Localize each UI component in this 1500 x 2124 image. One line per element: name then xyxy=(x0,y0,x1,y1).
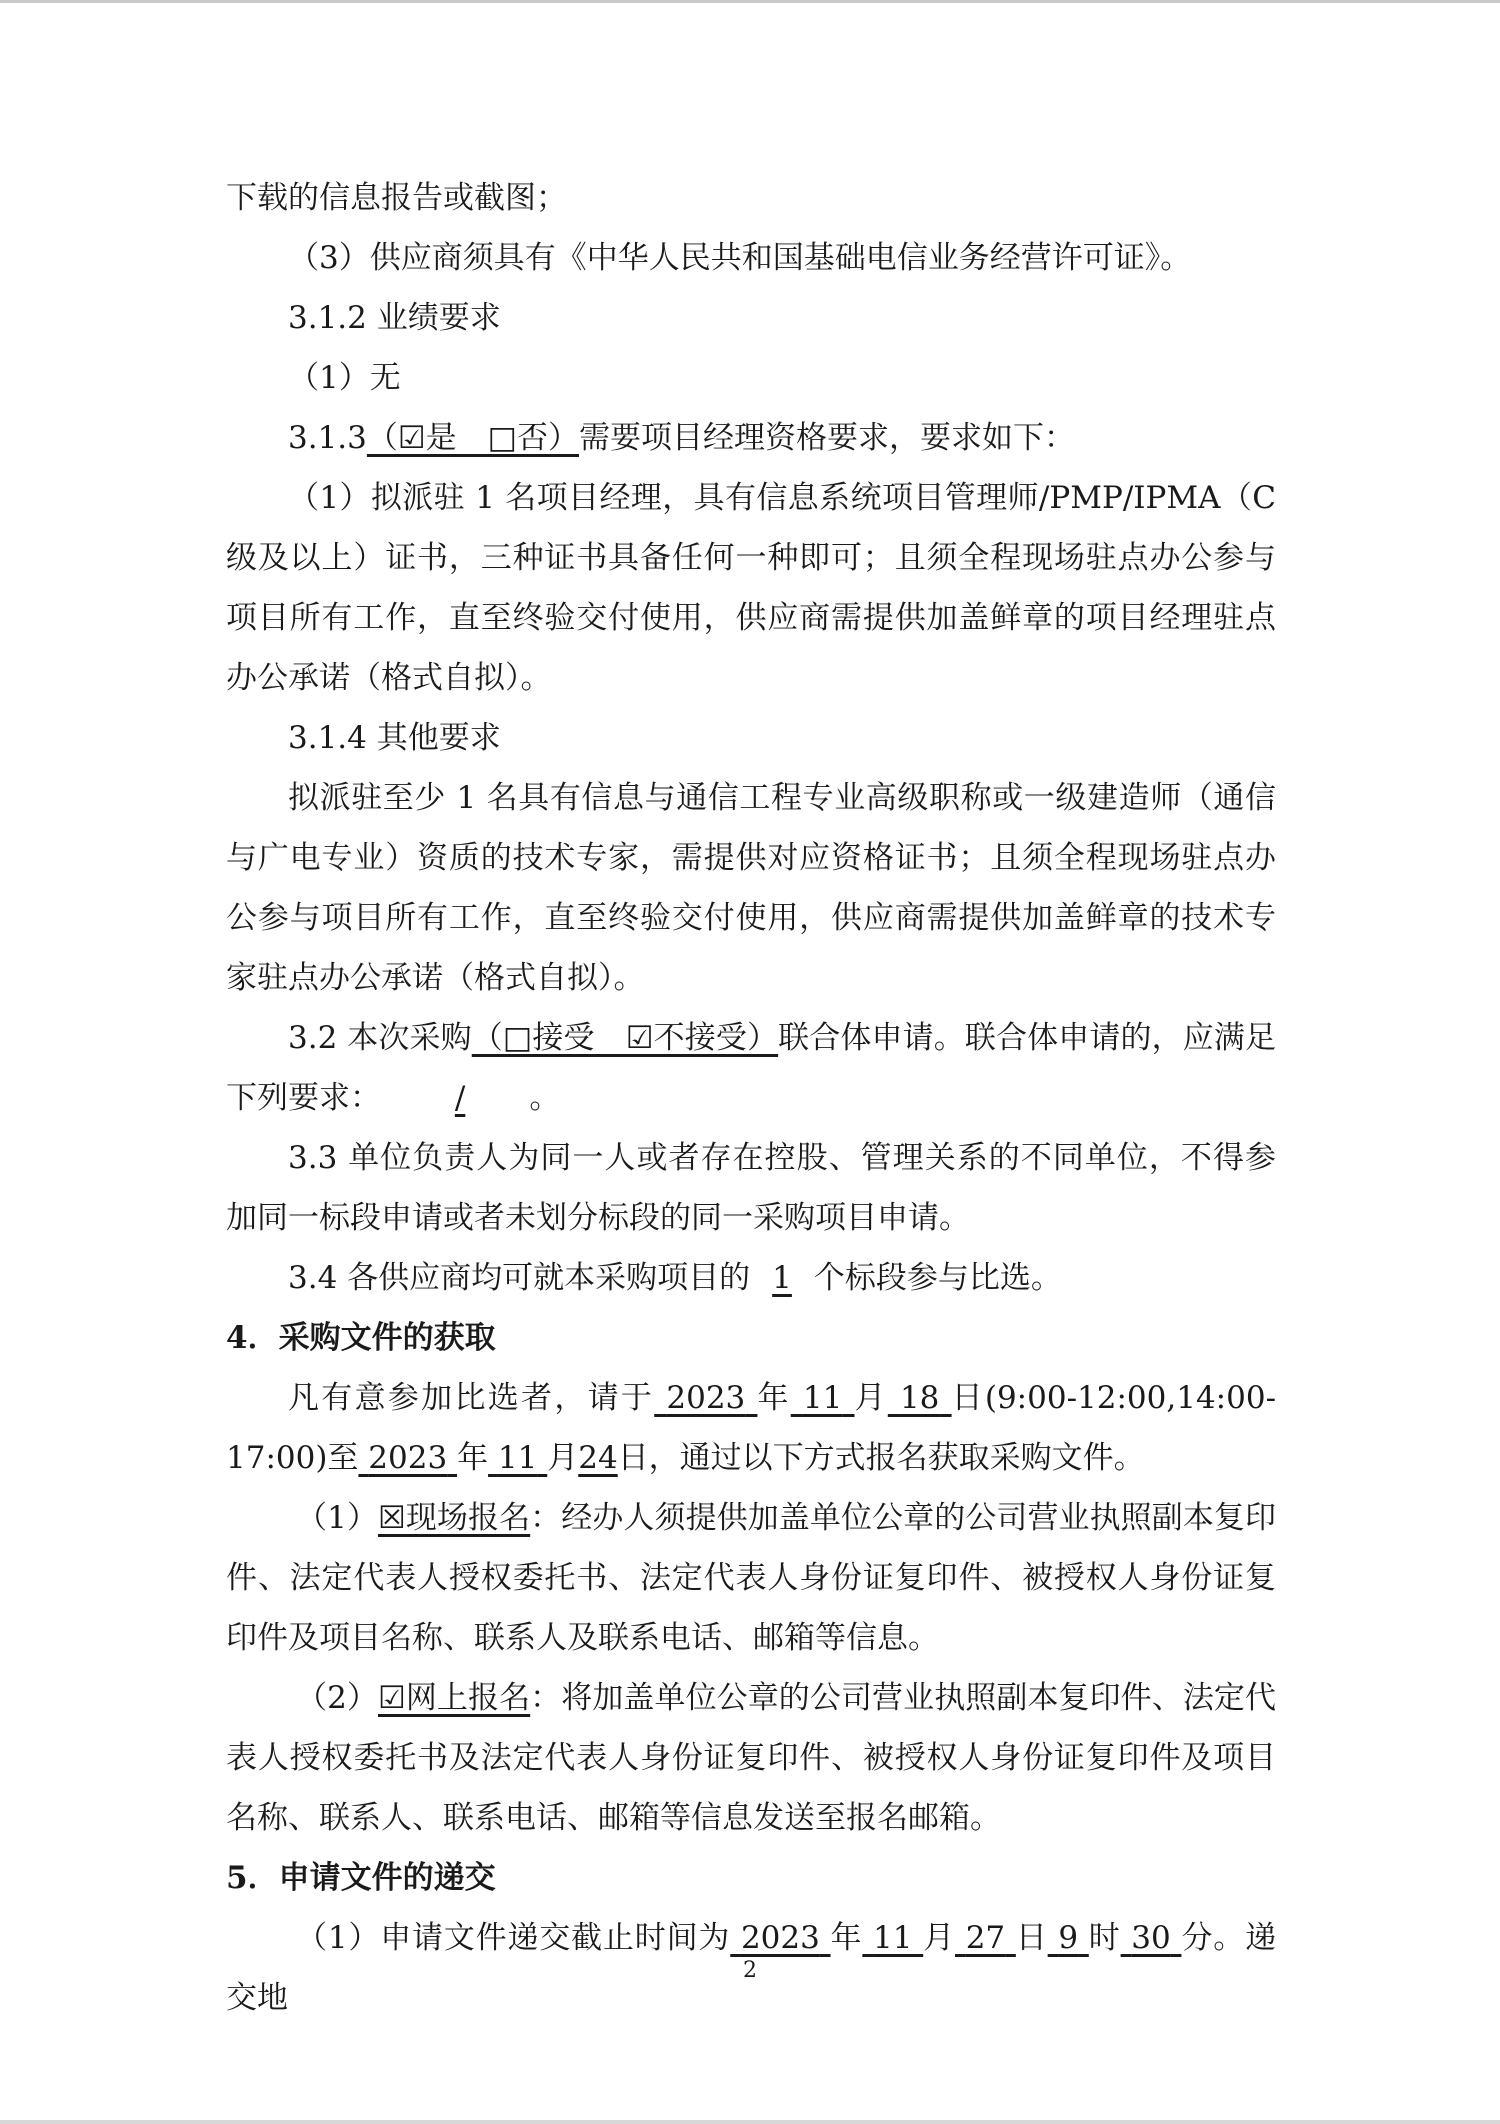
text: 年 xyxy=(757,1380,791,1416)
text: 下载的信息报告或截图； xyxy=(226,180,567,216)
blank-field: 2023 xyxy=(666,1380,746,1416)
text-line xyxy=(226,168,1276,228)
text: 月 xyxy=(547,1440,579,1476)
text: 月 xyxy=(854,1380,888,1416)
consortium-paragraph xyxy=(226,1008,1276,1128)
text: 4．采购文件的获取 xyxy=(226,1320,496,1356)
blank-field: 1 xyxy=(772,1260,792,1296)
text: 联合体申请。联合体申请的，应满足下列要求： xyxy=(226,1020,1276,1116)
paragraph xyxy=(226,1668,1276,1848)
text: （1）无 xyxy=(288,360,401,396)
checkbox-choice: （□接受 ☑不接受） xyxy=(471,1020,779,1056)
text: 月 xyxy=(923,1920,956,1956)
paragraph xyxy=(226,1128,1276,1248)
blank-field: 11 xyxy=(873,1920,913,1956)
text: 日(9:00-12:00,14:00-17:00)至 xyxy=(226,1380,1277,1476)
text: 3.1.3 xyxy=(288,420,367,456)
text-line xyxy=(226,348,1276,408)
text: 个标段参与比选。 xyxy=(813,1260,1062,1296)
blank-field: / xyxy=(454,1080,466,1116)
blank-field: 9 xyxy=(1058,1920,1079,1956)
scan-top-edge xyxy=(0,0,1500,3)
subheading xyxy=(226,288,1276,348)
paragraph xyxy=(226,468,1276,708)
text: ：将加盖单位公章的公司营业执照副本复印件、法定代表人授权委托书及法定代表人身份证复印件、被授权人身份证复印件及项目名称、联系人、联系电话、邮箱等信息发送至报名邮箱。 xyxy=(226,1680,1277,1836)
text: 。 xyxy=(529,1080,561,1116)
text: 日，通过以下方式报名获取采购文件。 xyxy=(617,1440,1145,1476)
paragraph xyxy=(226,1248,1276,1308)
scan-bottom-edge xyxy=(0,2120,1500,2124)
text: （3）供应商须具有《中华人民共和国基础电信业务经营许可证》。 xyxy=(288,240,1192,276)
text: 需要项目经理资格要求，要求如下： xyxy=(578,420,1075,456)
pm-requirement-line xyxy=(226,408,1276,468)
onsite-registration-option: ☒现场报名 xyxy=(377,1500,531,1536)
blank-field: 18 xyxy=(899,1380,940,1416)
text: 5．申请文件的递交 xyxy=(226,1860,496,1896)
text: （2） xyxy=(296,1680,378,1716)
text: （1）拟派驻 1 名项目经理，具有信息系统项目管理师/PMP/IPMA（C 级及以上）证书，三种证书具备任何一种即可；且须全程现场驻点办公参与项目所有工作，直至终验交付使用，供应商需提供加盖鲜章的项目经理驻点办公承诺（格式自拟）。 xyxy=(226,480,1276,696)
text: 3.1.4 其他要求 xyxy=(288,720,501,756)
online-registration-option: ☑网上报名 xyxy=(377,1680,531,1716)
text: 日 xyxy=(1015,1920,1048,1956)
text: 凡有意参加比选者，请于 xyxy=(288,1380,655,1416)
text-line xyxy=(226,228,1276,288)
document-page xyxy=(226,168,1276,2028)
text: 时 xyxy=(1088,1920,1121,1956)
page-number: 2 xyxy=(743,1958,757,1983)
text: （1） xyxy=(296,1500,378,1536)
section-heading xyxy=(226,1308,1276,1368)
paragraph xyxy=(226,1368,1276,1488)
text: 拟派驻至少 1 名具有信息与通信工程专业高级职称或一级建造师（通信与广电专业）资质的技术专家，需提供对应资格证书；且须全程现场驻点办公参与项目所有工作，直至终验交付使用，供应商需提供加盖鲜章的技术专家驻点办公承诺（格式自拟）。 xyxy=(226,780,1276,996)
blank-field: 30 xyxy=(1131,1920,1171,1956)
blank-field: 2023 xyxy=(740,1920,820,1956)
paragraph xyxy=(226,768,1276,1008)
text: （1）申请文件递交截止时间为 xyxy=(296,1920,731,1956)
blank-field: 27 xyxy=(965,1920,1006,1956)
text: 年 xyxy=(830,1920,863,1956)
blank-field: 24 xyxy=(578,1440,618,1476)
text: 3.3 单位负责人为同一人或者存在控股、管理关系的不同单位，不得参加同一标段申请或者未划分标段的同一采购项目申请。 xyxy=(226,1140,1276,1236)
text: 3.1.2 业绩要求 xyxy=(288,300,501,336)
checkbox-choice: （☑是 □否） xyxy=(366,420,579,456)
blank-field: 11 xyxy=(497,1440,538,1476)
text: 年 xyxy=(457,1440,489,1476)
subheading xyxy=(226,708,1276,768)
paragraph xyxy=(226,1488,1276,1668)
section-heading xyxy=(226,1848,1276,1908)
text: 3.2 本次采购 xyxy=(288,1020,472,1056)
text: ：经办人须提供加盖单位公章的公司营业执照副本复印件、法定代表人授权委托书、法定代表人身份证复印件、被授权人身份证复印件及项目名称、联系人及联系电话、邮箱等信息。 xyxy=(226,1500,1277,1656)
blank-field: 2023 xyxy=(368,1440,448,1476)
text: 3.4 各供应商均可就本采购项目的 xyxy=(288,1260,751,1296)
blank-field: 11 xyxy=(802,1380,843,1416)
text: 分。递交地 xyxy=(226,1920,1277,2016)
